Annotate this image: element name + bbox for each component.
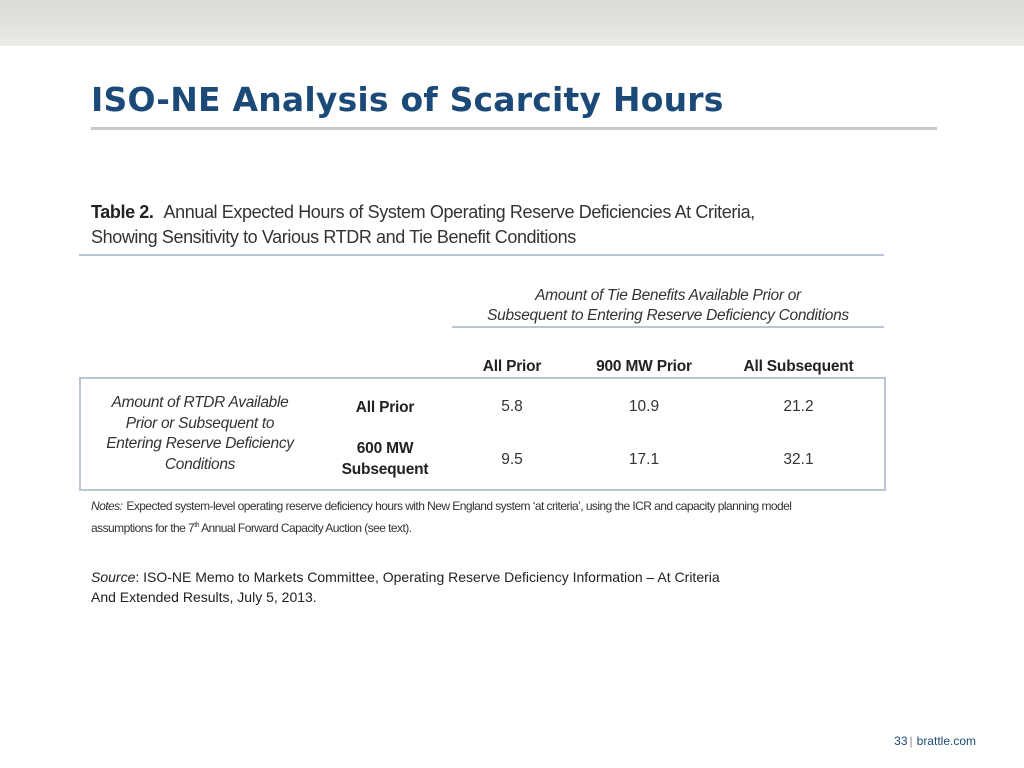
source-line2: And Extended Results, July 5, 2013.	[91, 588, 317, 605]
source-label: Source	[91, 569, 136, 585]
tie-header-rule	[452, 326, 884, 328]
tie-benefits-header	[452, 286, 884, 326]
notes-line2-post: Annual Forward Capacity Auction (see text).	[201, 521, 412, 535]
rtdr-label-line4: Conditions	[164, 455, 236, 473]
rtdr-row-group-label	[90, 393, 310, 475]
row-label-text: All Prior	[355, 399, 415, 416]
rtdr-label-line1: Amount of RTDR Available	[111, 394, 289, 411]
table-cell: 10.9	[628, 398, 660, 415]
table-cell: 32.1	[783, 451, 814, 468]
column-header-all-prior: All Prior	[482, 358, 542, 375]
source-line1: : ISO-NE Memo to Markets Committee, Operating Reserve Deficiency Information – At Criteria	[135, 569, 720, 585]
tie-header-line2: Subsequent to Entering Reserve Deficiency Conditions	[487, 307, 849, 324]
notes-line2-pre: assumptions for the 7	[91, 521, 195, 535]
page-number: 33	[894, 734, 908, 748]
column-header-all-subsequent: All Subsequent	[743, 358, 854, 375]
row-label-text: Subsequent	[341, 461, 429, 478]
table-caption-line1: Annual Expected Hours of System Operating Reserve Deficiencies At Criteria,	[163, 202, 755, 222]
footer-separator: |	[909, 734, 913, 748]
notes-superscript: th	[194, 522, 199, 529]
table-cell: 21.2	[783, 398, 814, 415]
table-caption-line2: Showing Sensitivity to Various RTDR and Tie Benefit Conditions	[91, 227, 576, 247]
caption-rule	[79, 254, 884, 256]
rtdr-label-line3: Entering Reserve Deficiency	[106, 435, 294, 452]
source-citation	[91, 568, 811, 607]
column-header-900mw-prior: 900 MW Prior	[596, 358, 692, 375]
notes-label: Notes:	[91, 499, 123, 513]
row-label-600mw-subsequent	[325, 438, 445, 480]
table-notes	[91, 497, 881, 538]
slide-footer	[894, 734, 976, 748]
title-rule	[91, 127, 937, 130]
table-cell: 17.1	[628, 451, 660, 468]
footer-site: brattle.com	[916, 734, 976, 748]
top-band	[0, 0, 1024, 46]
table-cell: 5.8	[501, 398, 523, 415]
table-caption-label: Table 2.	[91, 202, 154, 222]
tie-header-line1: Amount of Tie Benefits Available Prior or	[535, 287, 801, 304]
rtdr-label-line2: Prior or Subsequent to	[125, 414, 275, 432]
row-label-all-prior	[325, 397, 445, 418]
notes-line1: Expected system-level operating reserve deficiency hours with New England system ‘at criteria’, using the ICR and capacity planning model	[126, 499, 792, 513]
slide-title: ISO-NE Analysis of Scarcity Hours	[91, 80, 724, 119]
table-cell: 9.5	[501, 451, 523, 468]
row-label-text: 600 MW	[356, 440, 414, 457]
table-caption	[91, 200, 851, 250]
